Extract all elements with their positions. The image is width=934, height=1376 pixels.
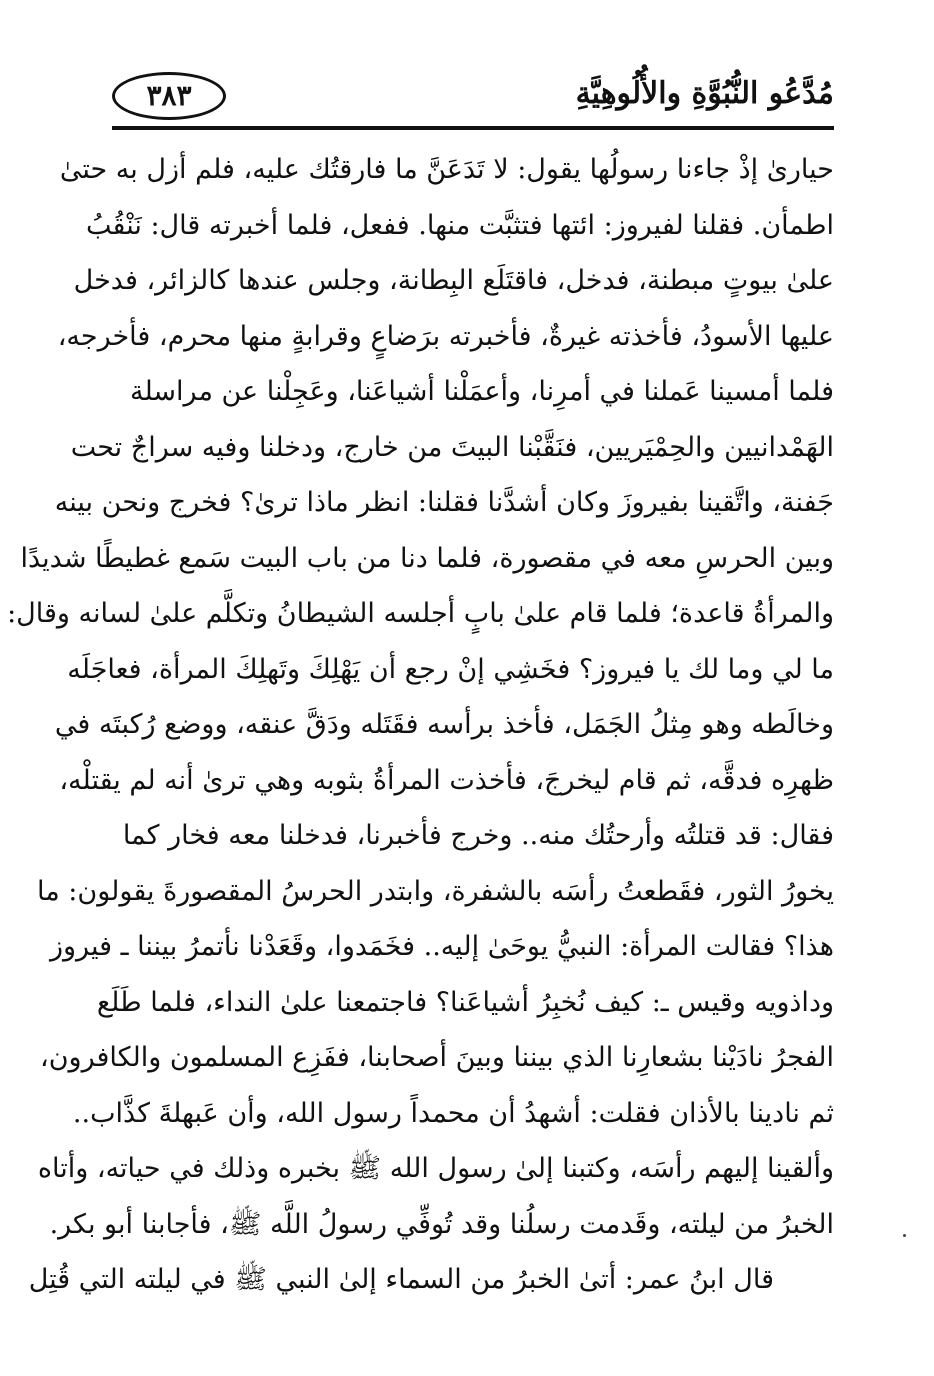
text-line: ما لي وما لك يا فيروز؟ فخَشِي إنْ رجع أن يَهْلِكَ وتَهلِكَ المرأة، فعاجَلَه (67, 653, 834, 685)
text-line-paragraph-end: الخبرُ من ليلته، وقَدمت رسلُنا وقد تُوفِّي رسولُ اللَّه ﷺ، فأجابنا أبو بكر. (49, 1208, 834, 1240)
body-text (7, 142, 834, 1308)
text-line: ظهرِه فدقَّه، ثم قام ليخرجَ، فأخذت المرأةُ بثوبه وهي ترىٰ أنه لم يقتلْه، (59, 764, 834, 796)
text-line: وخالَطه وهو مِثلُ الجَمَل، فأخذ برأسه فقَتَله ودَقَّ عنقه، ووضع رُكبتَه في (54, 709, 834, 740)
text-line: علىٰ بيوتٍ مبطنة، فدخل، فاقتَلَع البِطانة، وجلس عندها كالزائر، فدخل (73, 265, 834, 296)
text-line: والمرأةُ قاعدة؛ فلما قام علىٰ بابٍ أجلسه الشيطانُ وتكلَّم علىٰ لسانه وقال: (7, 598, 834, 629)
page-header (112, 66, 834, 130)
scan-speck (903, 1234, 906, 1237)
text-line: ثم نادينا بالأذان فقلت: أشهدُ أن محمداً رسول الله، وأن عَبهلةَ كذَّاب.. (72, 1097, 834, 1129)
text-line: الهَمْدانيين والحِمْيَريين، فنَقَّبْنا البيتَ من خارج، ودخلنا وفيه سراجٌ تحت (70, 431, 834, 463)
text-line: الفجرُ نادَيْنا بشعارِنا الذي بيننا وبينَ أصحابنا، ففَزِع المسلمون والكافرون، (39, 1042, 834, 1073)
page-number: ٣٨٣ (146, 79, 192, 112)
text-line: حيارىٰ إذْ جاءنا رسولُها يقول: لا تَدَعَنَّ ما فارقتُك عليه، فلم أزل به حتىٰ (59, 154, 834, 185)
running-title: مُدَّعُو النُّبُوَّةِ والأُلُوهِيَّةِ (575, 76, 834, 111)
text-line: هذا؟ فقالت المرأة: النبيُّ يوحَىٰ إليه.. فخَمَدوا، وقَعَدْنا نأتمرُ بيننا ـ فيروز (49, 931, 834, 962)
text-line: جَفنة، واتَّقينا بفيروزَ وكان أشدَّنا فقلنا: انظر ماذا ترىٰ؟ فخرج ونحن بينه (54, 487, 834, 518)
text-line: فلما أمسينا عَملنا في أمرِنا، وأعمَلْنا أشياعَنا، وعَجِلْنا عن مراسلة (130, 376, 834, 407)
page-number-oval (112, 72, 226, 120)
text-line: عليها الأسودُ، فأخذته غيرةٌ، فأخبرته برَضاعٍ وقرابةٍ منها محرم، فأخرجه، (57, 320, 834, 352)
text-line: وداذويه وقيس ـ: كيف نُخبِرُ أشياعَنا؟ فاجتمعنا علىٰ النداء، فلما طَلَع (96, 986, 834, 1018)
text-line: فقال: قد قتلتُه وأرحتُك منه.. وخرج فأخبرنا، فدخلنا معه فخار كما (122, 820, 834, 851)
header-rule (112, 126, 834, 130)
text-line: يخورُ الثور، فقَطعتُ رأسَه بالشفرة، وابتدر الحرسُ المقصورةَ يقولون: ما (37, 875, 834, 907)
text-line: وألقينا إليهم رأسَه، وكتبنا إلىٰ رسول الله ﷺ بخبره وذلك في حياته، وأتاه (37, 1153, 834, 1184)
text-line: وبين الحرسِ معه في مقصورة، فلما دنا من باب البيت سَمع غطيطًا شديدًا (20, 542, 834, 574)
text-line: اطمأن. فقلنا لفيروز: ائتها فتثبَّت منها. ففعل، فلما أخبرته قال: نَنْقُبُ (86, 209, 834, 241)
text-line-paragraph-start: قال ابنُ عمر: أتىٰ الخبرُ من السماء إلىٰ النبي ﷺ في ليلته التي قُتِل (28, 1264, 774, 1295)
